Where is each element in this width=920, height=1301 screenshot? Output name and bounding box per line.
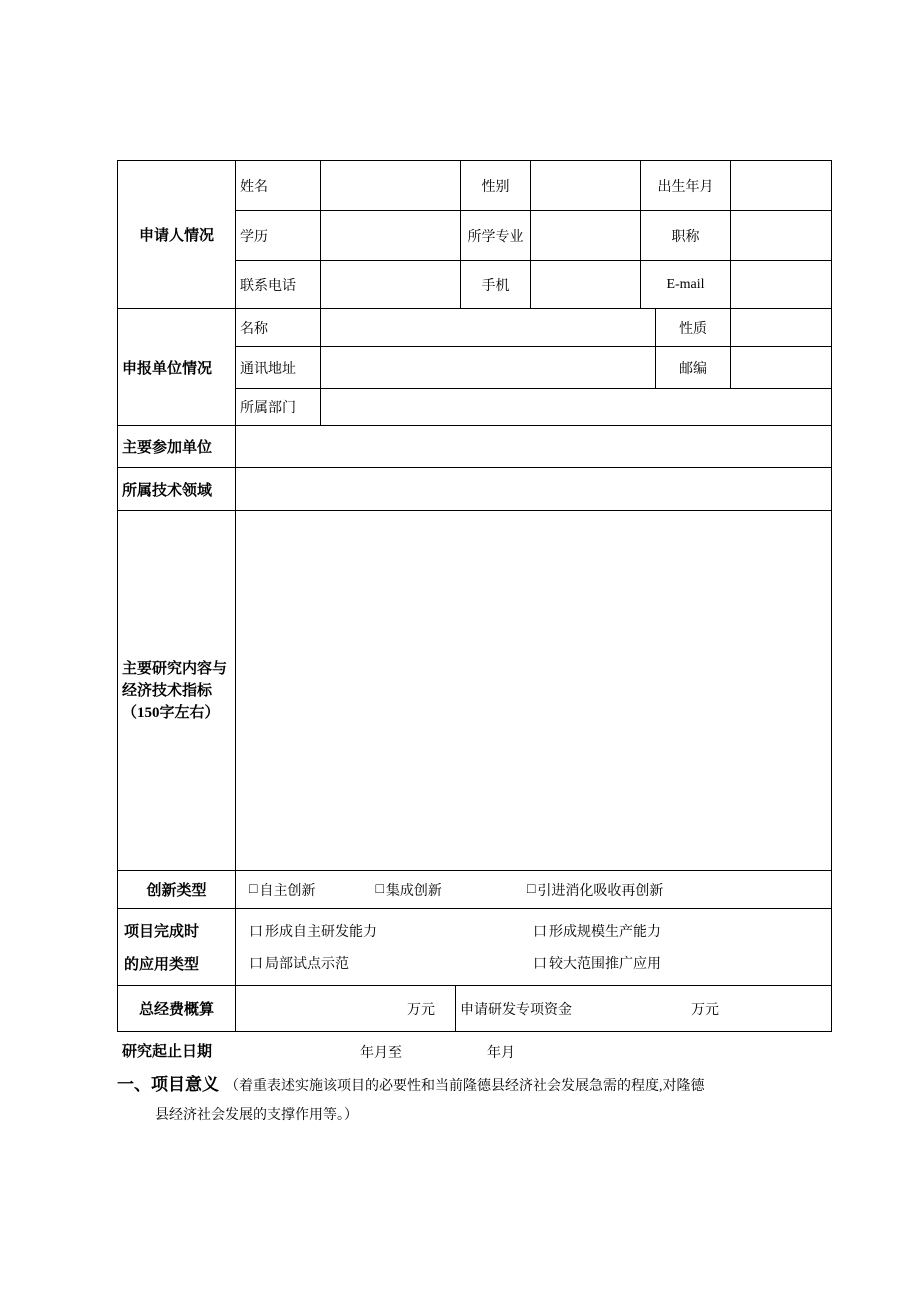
checkbox-icon: 口	[533, 957, 547, 972]
mobile-label: 手机	[461, 261, 531, 309]
checkbox-icon: 口	[249, 957, 263, 972]
postcode-field[interactable]	[731, 347, 831, 389]
email-field[interactable]	[731, 261, 831, 309]
option-label: 较大范围推广应用	[549, 957, 661, 972]
department-field[interactable]	[321, 389, 831, 426]
org-address-label: 通讯地址	[236, 347, 321, 389]
birthdate-label: 出生年月	[641, 161, 731, 211]
application-option-wide-application[interactable]	[533, 953, 661, 973]
fund-cell	[456, 986, 831, 1031]
option-label: 形成自主研发能力	[265, 925, 377, 940]
dates-range-end[interactable]: 年月	[487, 1046, 515, 1061]
innovation-type-label: 创新类型	[118, 871, 236, 909]
phone-field[interactable]	[321, 261, 461, 309]
checkbox-icon: 口	[249, 925, 263, 940]
budget-label: 总经费概算	[118, 986, 236, 1031]
education-field[interactable]	[321, 211, 461, 261]
org-address-field[interactable]	[321, 347, 656, 389]
application-option-rd-capability[interactable]	[249, 921, 533, 941]
org-name-field[interactable]	[321, 309, 656, 347]
email-label: E-mail	[641, 261, 731, 309]
org-nature-field[interactable]	[731, 309, 831, 347]
application-options-row1	[249, 921, 831, 941]
innovation-type-options	[236, 871, 831, 909]
mobile-field[interactable]	[531, 261, 641, 309]
tech-field-label: 所属技术领域	[118, 468, 236, 511]
birthdate-field[interactable]	[731, 161, 831, 211]
tech-field-value[interactable]	[236, 468, 831, 511]
checkbox-icon: 口	[533, 925, 547, 940]
name-label: 姓名	[236, 161, 321, 211]
section-heading: 一、项目意义	[117, 1075, 219, 1094]
option-label: 引进消化吸收再创新	[537, 883, 664, 899]
option-label: 自主创新	[259, 883, 316, 899]
fund-label: 申请研发专项资金	[460, 1002, 572, 1018]
title-field[interactable]	[731, 211, 831, 261]
department-label: 所属部门	[236, 389, 321, 426]
education-label: 学历	[236, 211, 321, 261]
innovation-option-reintroduction[interactable]	[527, 880, 663, 900]
application-type-label-line2: 的应用类型	[124, 956, 200, 973]
phone-label: 联系电话	[236, 261, 321, 309]
applicant-section-label: 申请人情况	[118, 161, 236, 309]
research-content-label: 主要研究内容与经济技术指标（150字左右）	[118, 511, 236, 871]
budget-unit-label: 万元	[407, 1002, 435, 1018]
checkbox-icon: □	[249, 881, 258, 897]
section-note-line2: 县经济社会发展的支撑作用等。）	[155, 1108, 358, 1123]
org-section-label: 申报单位情况	[118, 309, 236, 426]
research-content-field[interactable]	[236, 511, 831, 871]
section-heading-line	[117, 1070, 841, 1099]
checkbox-icon: □	[375, 881, 384, 897]
application-type-options	[236, 909, 831, 986]
gender-label: 性别	[461, 161, 531, 211]
section-project-significance	[117, 1070, 841, 1124]
major-label: 所学专业	[461, 211, 531, 261]
budget-amount-cell[interactable]	[236, 986, 456, 1031]
application-option-pilot-demo[interactable]	[249, 953, 533, 973]
option-label: 形成规模生产能力	[549, 925, 661, 940]
innovation-option-independent[interactable]	[249, 880, 315, 900]
participants-label: 主要参加单位	[118, 426, 236, 468]
application-option-production-capability[interactable]	[533, 921, 661, 941]
title-label: 职称	[641, 211, 731, 261]
option-label: 集成创新	[385, 883, 442, 899]
gender-field[interactable]	[531, 161, 641, 211]
application-options-row2	[249, 953, 831, 973]
option-label: 局部试点示范	[265, 957, 349, 972]
checkbox-icon: □	[526, 881, 536, 897]
application-form-table	[117, 160, 832, 1032]
participants-field[interactable]	[236, 426, 831, 468]
org-nature-label: 性质	[656, 309, 731, 347]
dates-range-start[interactable]: 年月至	[360, 1046, 402, 1061]
postcode-label: 邮编	[656, 347, 731, 389]
application-type-label	[118, 909, 236, 986]
innovation-option-integrated[interactable]	[375, 880, 441, 900]
research-dates-label: 研究起止日期	[122, 1044, 213, 1060]
application-type-label-line1: 项目完成时	[124, 924, 200, 941]
name-field[interactable]	[321, 161, 461, 211]
major-field[interactable]	[531, 211, 641, 261]
research-dates-row	[117, 1032, 830, 1068]
section-note-line1: （着重表述实施该项目的必要性和当前隆德县经济社会发展急需的程度,对隆德	[225, 1079, 705, 1094]
org-name-label: 名称	[236, 309, 321, 347]
fund-unit-label: 万元	[691, 1002, 719, 1018]
